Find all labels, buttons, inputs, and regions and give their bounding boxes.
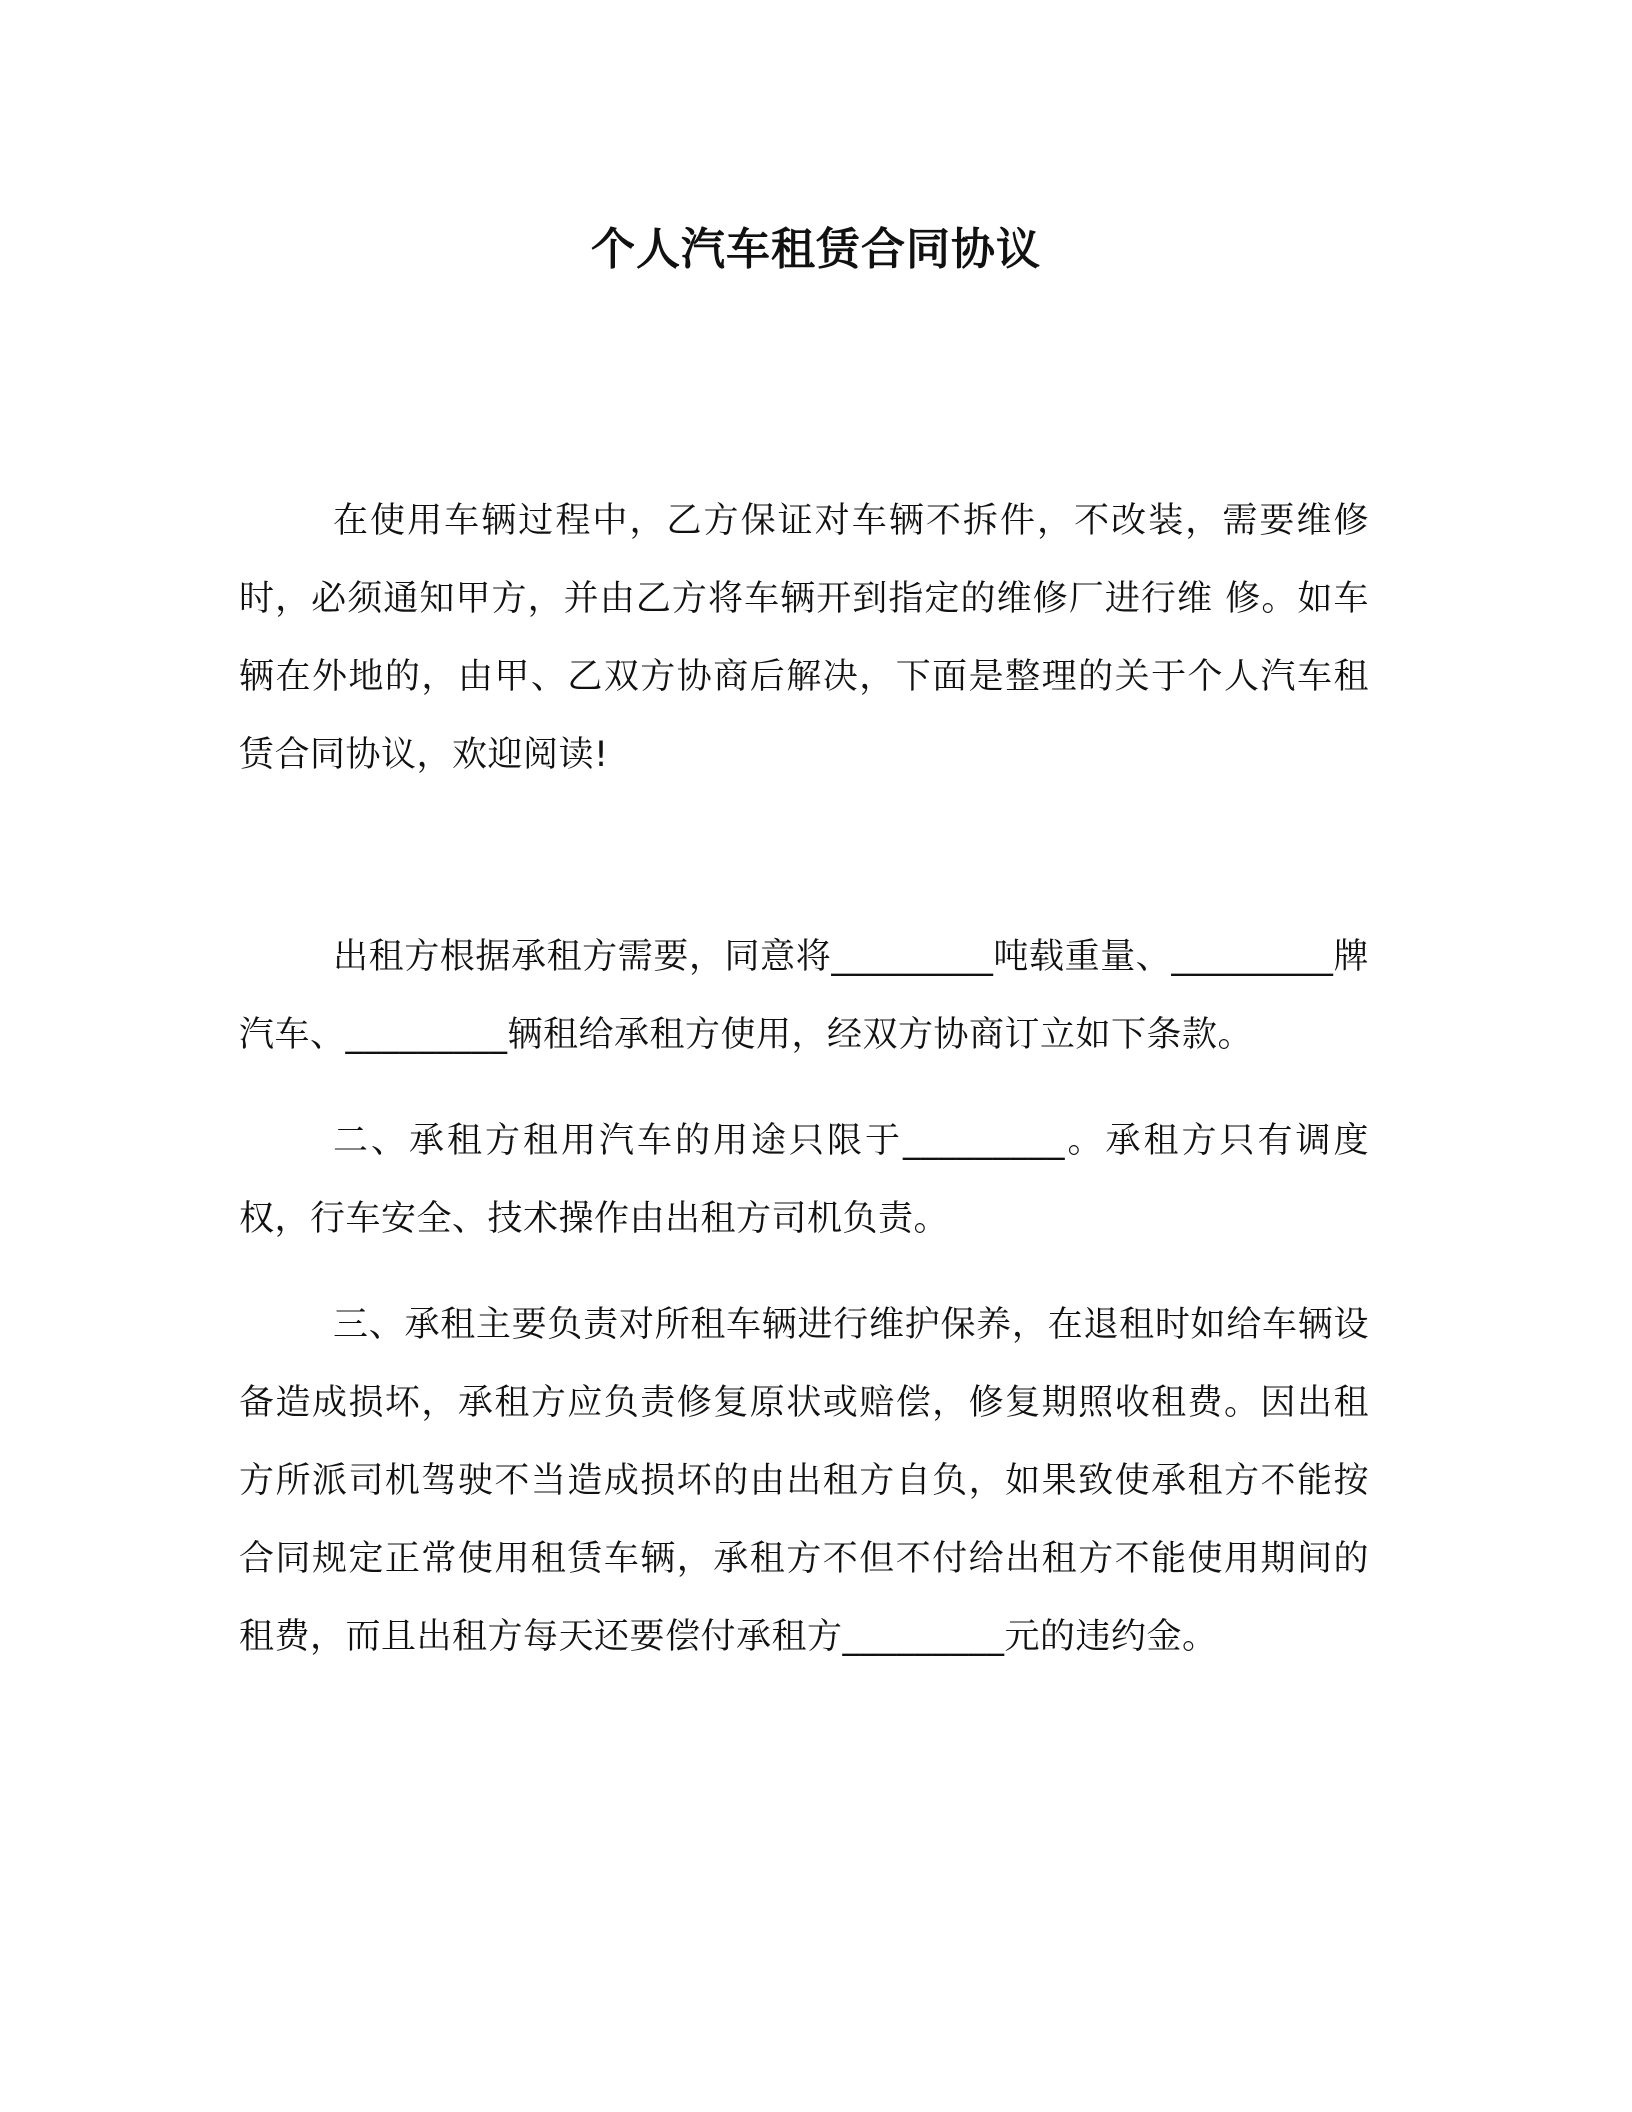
clause-paragraph: 二、承租方租用汽车的用途只限于_________。承租方只有调度权，行车安全、技术操作由出租方司机负责。: [239, 1121, 1369, 1239]
document-title: 个人汽车租赁合同协议: [591, 224, 1041, 275]
clauses-section: [239, 918, 1369, 1676]
intro-paragraph: 在使用车辆过程中，乙方保证对车辆不拆件，不改装，需要维修时，必须通知甲方，并由乙方将车辆开到指定的维修厂进行维 修。如车辆在外地的，由甲、乙双方协商后解决，下面是整理的关于个人汽车租赁合同协议，欢迎阅读!: [239, 501, 1369, 775]
clause-paragraph: 三、承租主要负责对所租车辆进行维护保养，在退租时如给车辆设备造成损坏，承租方应负责修复原状或赔偿，修复期照收租费。因出租方所派司机驾驶不当造成损坏的由出租方自负，如果致使承租方不能按合同规定正常使用租赁车辆，承租方不但不付给出租方不能使用期间的租费，而且出租方每天还要偿付承租方_________元的违约金。: [239, 1305, 1369, 1657]
intro-section: [239, 482, 1369, 794]
clause-paragraph: 出租方根据承租方需要，同意将_________吨载重量、_________牌汽车、_________辆租给承租方使用，经双方协商订立如下条款。: [239, 937, 1369, 1055]
